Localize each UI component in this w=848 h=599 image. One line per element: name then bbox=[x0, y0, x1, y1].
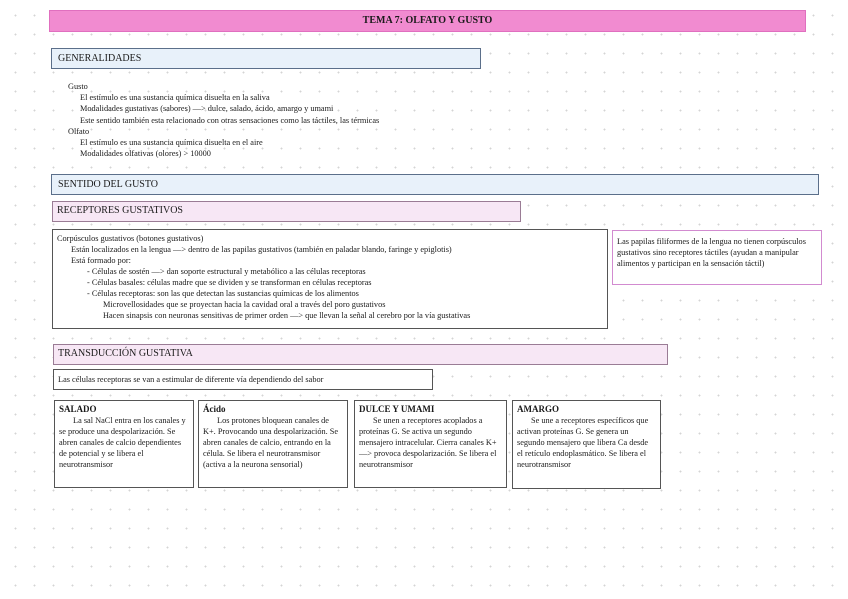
card-acido bbox=[198, 400, 348, 488]
receptores-line: Corpúsculos gustativos (botones gustativos) bbox=[57, 234, 204, 243]
card-amargo bbox=[512, 400, 661, 489]
receptores-line: Están localizados en la lengua —> dentro de las papilas gustativos (también en paladar blando, faringe y epiglotis) bbox=[71, 245, 452, 254]
card-dulce-umami bbox=[354, 400, 507, 488]
page-title: TEMA 7: OLFATO Y GUSTO bbox=[49, 10, 806, 32]
sentido-header: SENTIDO DEL GUSTO bbox=[51, 174, 819, 195]
card-title: AMARGO bbox=[517, 404, 559, 414]
receptores-line: - Células de sostén —> dan soporte estructural y metabólico a las células receptoras bbox=[87, 267, 366, 276]
card-body: Se unen a receptores acoplados a proteínas G. Se activa un segundo mensajero intracelular. Cierra canales K+ —> provoca despolarización. Se libera el neurotransmisor bbox=[359, 416, 497, 469]
gusto-label: Gusto bbox=[68, 82, 88, 91]
gusto-item: Modalidades gustativas (sabores) —> dulce, salado, ácido, amargo y umami bbox=[80, 104, 334, 114]
gusto-item: Este sentido también esta relacionado con otras sensaciones como las táctiles, las térmicas bbox=[80, 115, 380, 125]
card-body: Se une a receptores específicos que activan proteínas G. Se genera un segundo mensajero que libera Ca desde el retículo endoplasmático. Se libera el neurotransmisor bbox=[517, 416, 649, 469]
card-salado bbox=[54, 400, 194, 488]
transduccion-header: TRANSDUCCIÓN GUSTATIVA bbox=[53, 344, 668, 365]
generalidades-content bbox=[68, 81, 379, 159]
receptores-line: - Células basales: células madre que se dividen y se transforman en células receptoras bbox=[87, 278, 372, 287]
receptores-line: Está formado por: bbox=[71, 256, 131, 265]
receptores-line: Microvellosidades que se proyectan hacia la cavidad oral a través del poro gustativos bbox=[103, 300, 386, 309]
card-body: La sal NaCl entra en los canales y se produce una despolarización. Se abren canales de calcio dependientes de potencial y se libera el neurotransmisor bbox=[59, 416, 186, 469]
olfato-item: Modalidades olfativas (olores) > 10000 bbox=[80, 149, 211, 159]
olfato-item: El estímulo es una sustancia química disuelta en el aire bbox=[80, 138, 263, 148]
transduccion-intro: Las células receptoras se van a estimular de diferente vía dependiendo del sabor bbox=[53, 369, 433, 390]
receptores-box bbox=[52, 229, 608, 329]
card-title: Ácido bbox=[203, 404, 226, 414]
generalidades-header: GENERALIDADES bbox=[51, 48, 481, 69]
receptores-line: - Células receptoras: son las que detectan las sustancias químicas de los alimentos bbox=[87, 289, 359, 298]
receptores-line: Hacen sinapsis con neuronas sensitivas de primer orden —> que llevan la señal al cerebro por la vía gustativas bbox=[103, 311, 471, 320]
receptores-header: RECEPTORES GUSTATIVOS bbox=[52, 201, 521, 222]
olfato-label: Olfato bbox=[68, 126, 90, 136]
gusto-item: El estímulo es una sustancia química disuelta en la saliva bbox=[80, 93, 270, 103]
card-title: DULCE Y UMAMI bbox=[359, 404, 435, 414]
card-title: SALADO bbox=[59, 404, 97, 414]
papilas-note: Las papilas filiformes de la lengua no tienen corpúsculos gustativos sino receptores táctiles (ayudan a manipular alimentos y participan en la sensación táctil) bbox=[612, 230, 822, 285]
card-body: Los protones bloquean canales de K+. Provocando una despolarización. Se abren canales de calcio, entrando en la célula. Se libera el neurotransmisor (activa a la neurona sensorial) bbox=[203, 416, 339, 469]
